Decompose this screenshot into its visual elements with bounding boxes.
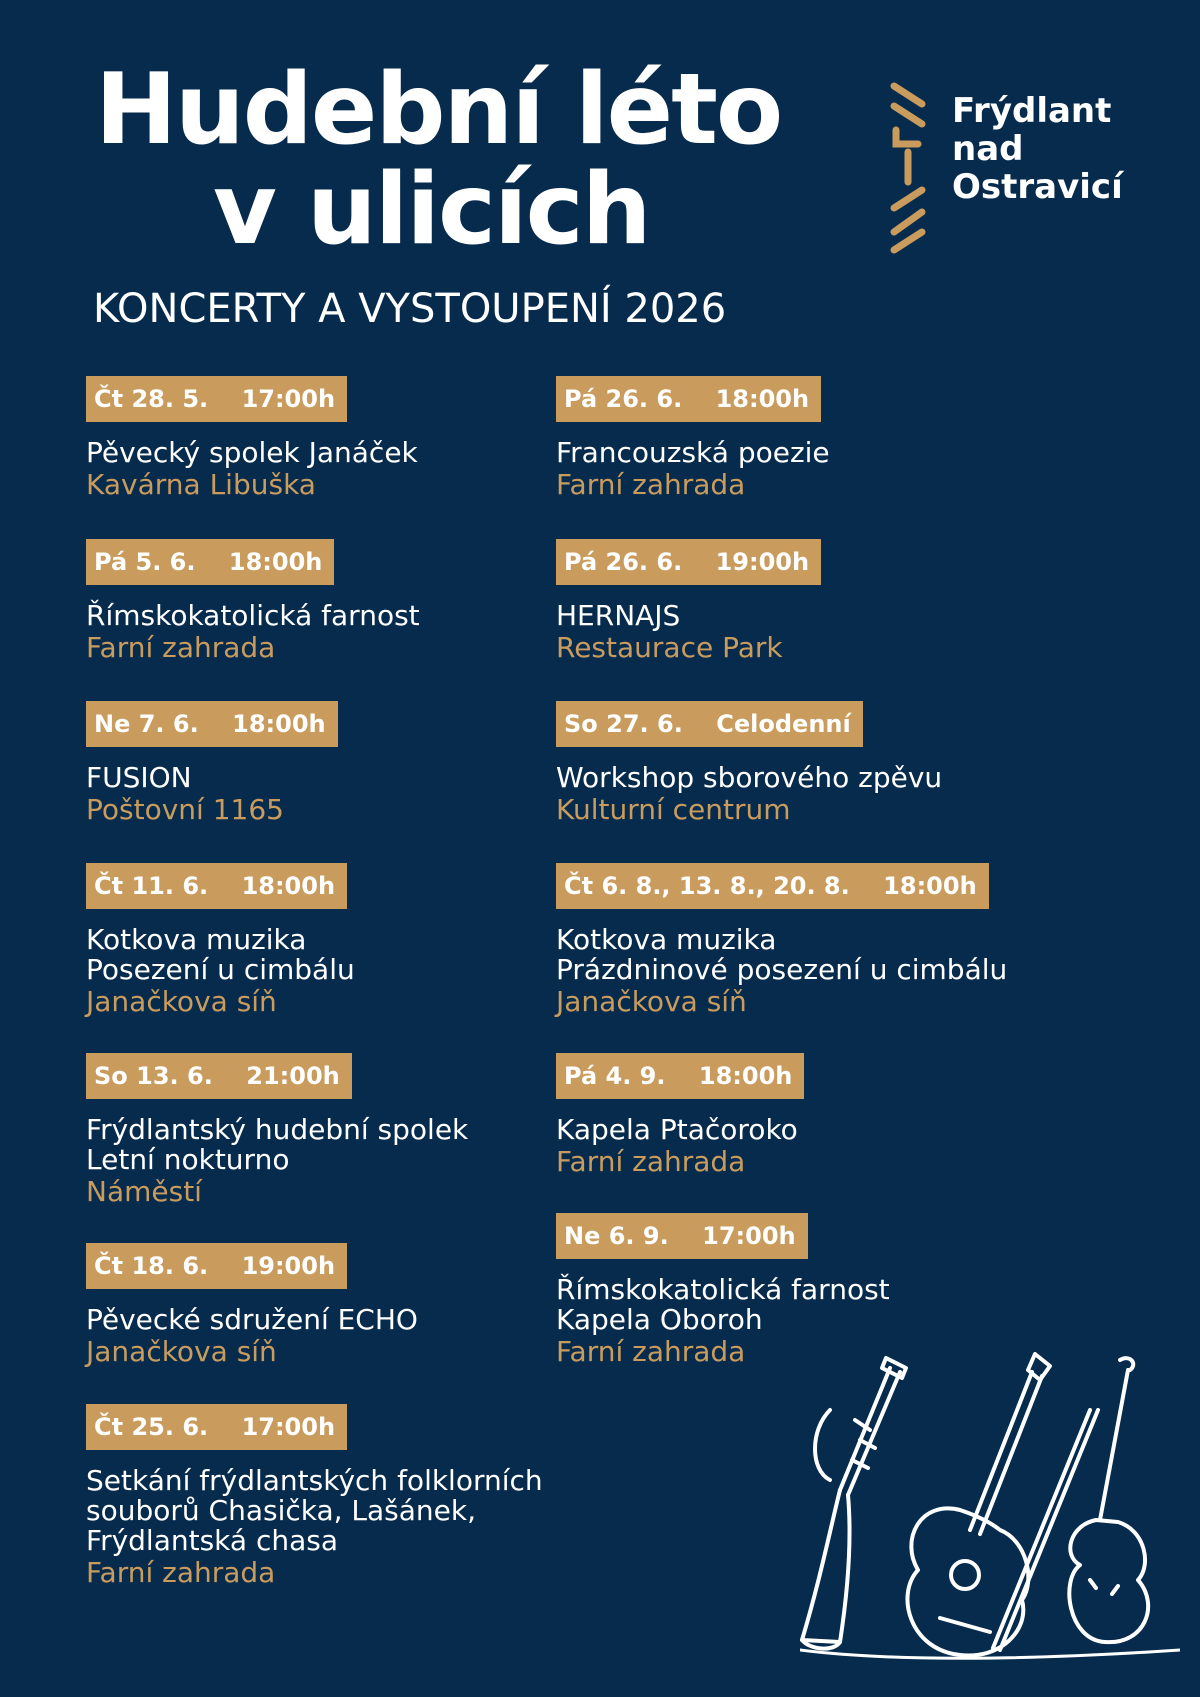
event-date-badge [556, 863, 989, 909]
poster-subtitle: KONCERTY A VYSTOUPENÍ 2026 [93, 286, 727, 332]
event-time: Celodenní [716, 710, 851, 738]
event-time: 18:00h [241, 872, 336, 900]
event-day: Čt 11. 6. [94, 872, 209, 900]
event-performer: Římskokatolická farnost [86, 599, 420, 632]
event-performer: souborů Chasička, Lašánek, [86, 1494, 477, 1527]
event-day: Pá 5. 6. [94, 548, 196, 576]
event-performer: Kotkova muzika [86, 923, 307, 956]
event-item [556, 539, 821, 665]
event-day: Pá 26. 6. [564, 385, 683, 413]
event-item [86, 1243, 418, 1369]
event-item [86, 701, 338, 827]
musical-instruments-illustration [800, 1350, 1180, 1670]
event-performer: Kapela Ptačoroko [556, 1113, 798, 1146]
event-venue: Farní zahrada [86, 631, 276, 664]
event-item [556, 701, 942, 827]
event-date-badge [556, 376, 821, 422]
event-time: 17:00h [241, 385, 336, 413]
event-venue: Farní zahrada [556, 468, 746, 501]
event-venue: Janačkova síň [556, 985, 747, 1018]
event-date-badge [86, 1404, 347, 1450]
event-date-badge [86, 863, 347, 909]
event-performer: Posezení u cimbálu [86, 953, 355, 986]
title-line-1: Hudební léto [95, 53, 782, 167]
event-performer: Francouzská poezie [556, 436, 830, 469]
event-date-badge [86, 701, 338, 747]
event-performer: Setkání frýdlantských folklorních [86, 1464, 543, 1497]
event-time: 17:00h [702, 1222, 796, 1250]
event-item [556, 1213, 890, 1369]
event-venue: Poštovní 1165 [86, 793, 284, 826]
event-date-badge [556, 539, 821, 585]
event-item [556, 1053, 804, 1179]
event-time: 18:00h [715, 385, 810, 413]
event-time: 18:00h [228, 548, 323, 576]
poster-title [95, 53, 782, 267]
event-day: Čt 25. 6. [94, 1413, 209, 1441]
event-day: Čt 28. 5. [94, 385, 209, 413]
event-venue: Janačkova síň [86, 1335, 277, 1368]
event-time: 18:00h [698, 1062, 793, 1090]
logo-line-1: Frýdlant [952, 91, 1112, 131]
town-logo-icon [888, 82, 928, 262]
event-performer: Pěvecký spolek Janáček [86, 436, 418, 469]
event-performer: Kotkova muzika [556, 923, 777, 956]
event-item [556, 376, 830, 502]
logo-line-2: nad [952, 129, 1024, 169]
event-venue: Kulturní centrum [556, 793, 791, 826]
event-venue: Náměstí [86, 1175, 202, 1208]
event-performer: Kapela Oboroh [556, 1303, 763, 1336]
town-logo-text [952, 92, 1123, 206]
event-venue: Janačkova síň [86, 985, 277, 1018]
event-item [86, 1053, 468, 1209]
event-date-badge [86, 1243, 347, 1289]
title-line-2: v ulicích [213, 153, 650, 267]
event-performer: Letní nokturno [86, 1143, 290, 1176]
event-item [86, 376, 418, 502]
violin-bow-icon [993, 1410, 1098, 1650]
event-venue: Farní zahrada [556, 1145, 746, 1178]
guitar-icon [907, 1354, 1050, 1656]
event-time: 17:00h [241, 1413, 336, 1441]
event-day: Čt 18. 6. [94, 1252, 209, 1280]
event-time: 18:00h [883, 872, 977, 900]
town-logo [888, 82, 1148, 262]
event-date-badge [86, 1053, 352, 1099]
event-venue: Farní zahrada [556, 1335, 746, 1368]
event-day: Ne 7. 6. [94, 710, 199, 738]
trumpet-icon [802, 1358, 906, 1649]
event-item [86, 539, 420, 665]
event-day: Čt 6. 8., 13. 8., 20. 8. [564, 872, 850, 900]
event-performer: FUSION [86, 761, 192, 794]
event-performer: Římskokatolická farnost [556, 1273, 890, 1306]
event-time: 19:00h [241, 1252, 336, 1280]
logo-line-3: Ostravicí [952, 167, 1123, 207]
violin-icon [1069, 1358, 1148, 1642]
event-venue: Restaurace Park [556, 631, 783, 664]
event-performer: Frýdlantský hudební spolek [86, 1113, 469, 1146]
event-day: So 13. 6. [94, 1062, 213, 1090]
event-date-badge [86, 539, 334, 585]
event-time: 21:00h [246, 1062, 340, 1090]
event-time: 18:00h [232, 710, 326, 738]
event-date-badge [86, 376, 347, 422]
event-day: Pá 4. 9. [564, 1062, 666, 1090]
event-date-badge [556, 1053, 804, 1099]
event-venue: Kavárna Libuška [86, 468, 316, 501]
event-item [86, 1404, 543, 1590]
event-performer: HERNAJS [556, 599, 681, 632]
event-item [86, 863, 355, 1019]
event-day: Pá 26. 6. [564, 548, 683, 576]
event-date-badge [556, 1213, 808, 1259]
event-item [556, 863, 1007, 1019]
event-performer: Pěvecké sdružení ECHO [86, 1303, 418, 1336]
event-time: 19:00h [715, 548, 810, 576]
event-performer: Frýdlantská chasa [86, 1524, 338, 1557]
event-day: So 27. 6. [564, 710, 683, 738]
event-venue: Farní zahrada [86, 1556, 276, 1589]
event-performer: Workshop sborového zpěvu [556, 761, 943, 794]
event-performer: Prázdninové posezení u cimbálu [556, 953, 1008, 986]
event-day: Ne 6. 9. [564, 1222, 669, 1250]
event-date-badge [556, 701, 863, 747]
